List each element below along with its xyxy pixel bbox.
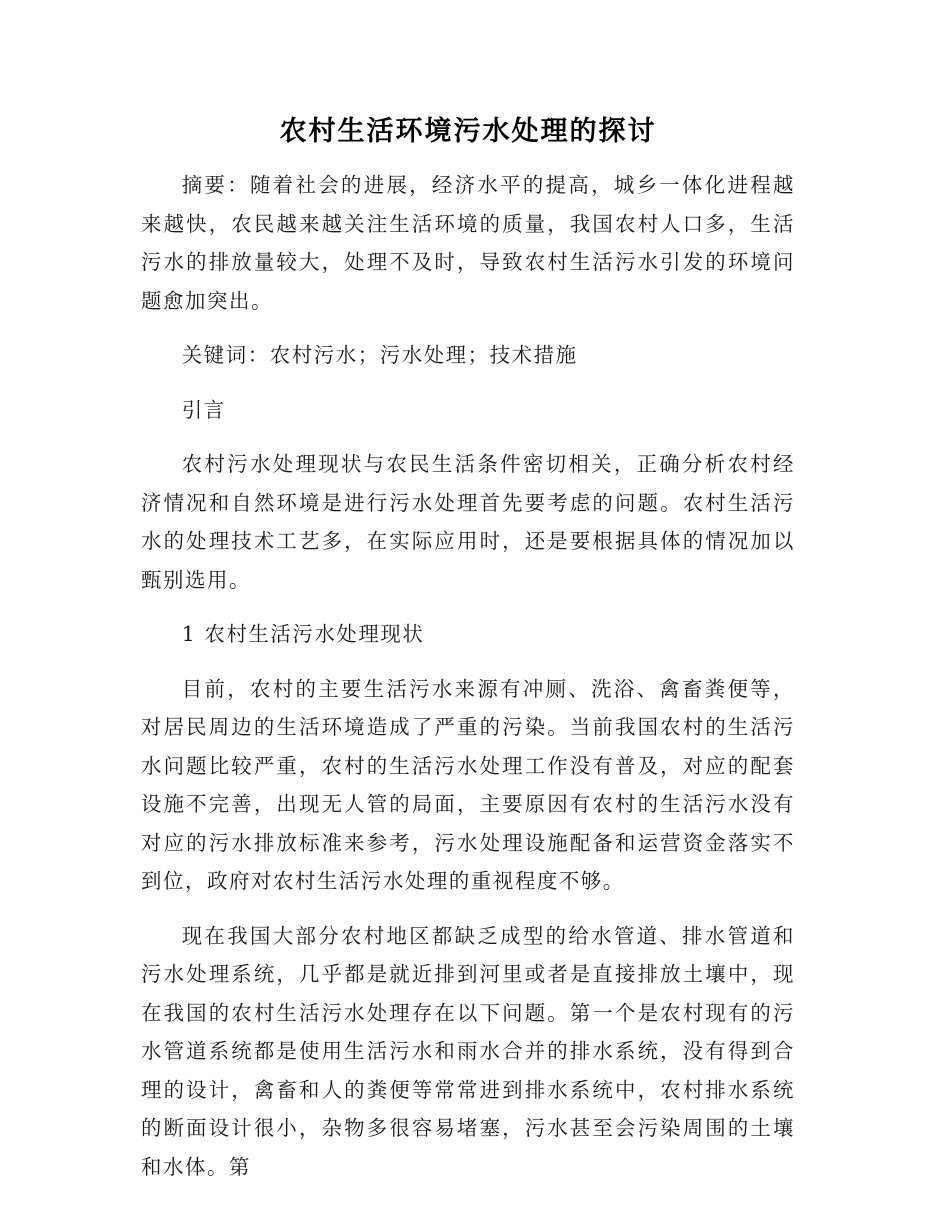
section-1-paragraph-1: 目前，农村的主要生活污水来源有冲厕、洗浴、禽畜粪便等，对居民周边的生活环境造成了严重的污染。当前我国农村的生活污水问题比较严重，农村的生活污水处理工作没有普及，对应的配套设施不完善，出现无人管的局面，主要原因有农村的生活污水没有对应的污水排放标准来参考，污水处理设施配备和运营资金落实不到位，政府对农村生活污水处理的重视程度不够。 <box>141 676 795 893</box>
keywords-line: 关键词：农村污水；污水处理；技术措施 <box>181 343 578 367</box>
intro-paragraph: 农村污水处理现状与农民生活条件密切相关，正确分析农村经济情况和自然环境是进行污水处理首先要考虑的问题。农村生活污水的处理技术工艺多，在实际应用时，还是要根据具体的情况加以甄别选用。 <box>141 452 795 592</box>
intro-heading: 引言 <box>181 397 226 422</box>
section-1-paragraph-2: 现在我国大部分农村地区都缺乏成型的给水管道、排水管道和污水处理系统，几乎都是就近排到河里或者是直接排放土壤中，现在我国的农村生活污水处理存在以下问题。第一个是农村现有的污水管道系统都是使用生活污水和雨水合并的排水系统，没有得到合理的设计，禽畜和人的粪便等常常进到排水系统中，农村排水系统的断面设计很小，杂物多很容易堵塞，污水甚至会污染周围的土壤和水体。第 <box>141 923 795 1179</box>
section-1-heading: 1 农村生活污水处理现状 <box>181 622 425 646</box>
document-body <box>141 112 795 1202</box>
abstract-paragraph: 摘要：随着社会的进展，经济水平的提高，城乡一体化进程越来越快，农民越来越关注生活环境的质量，我国农村人口多，生活污水的排放量较大，处理不及时，导致农村生活污水引发的环境问题愈加突出。 <box>141 173 795 313</box>
document-title: 农村生活环境污水处理的探讨 <box>279 116 657 147</box>
